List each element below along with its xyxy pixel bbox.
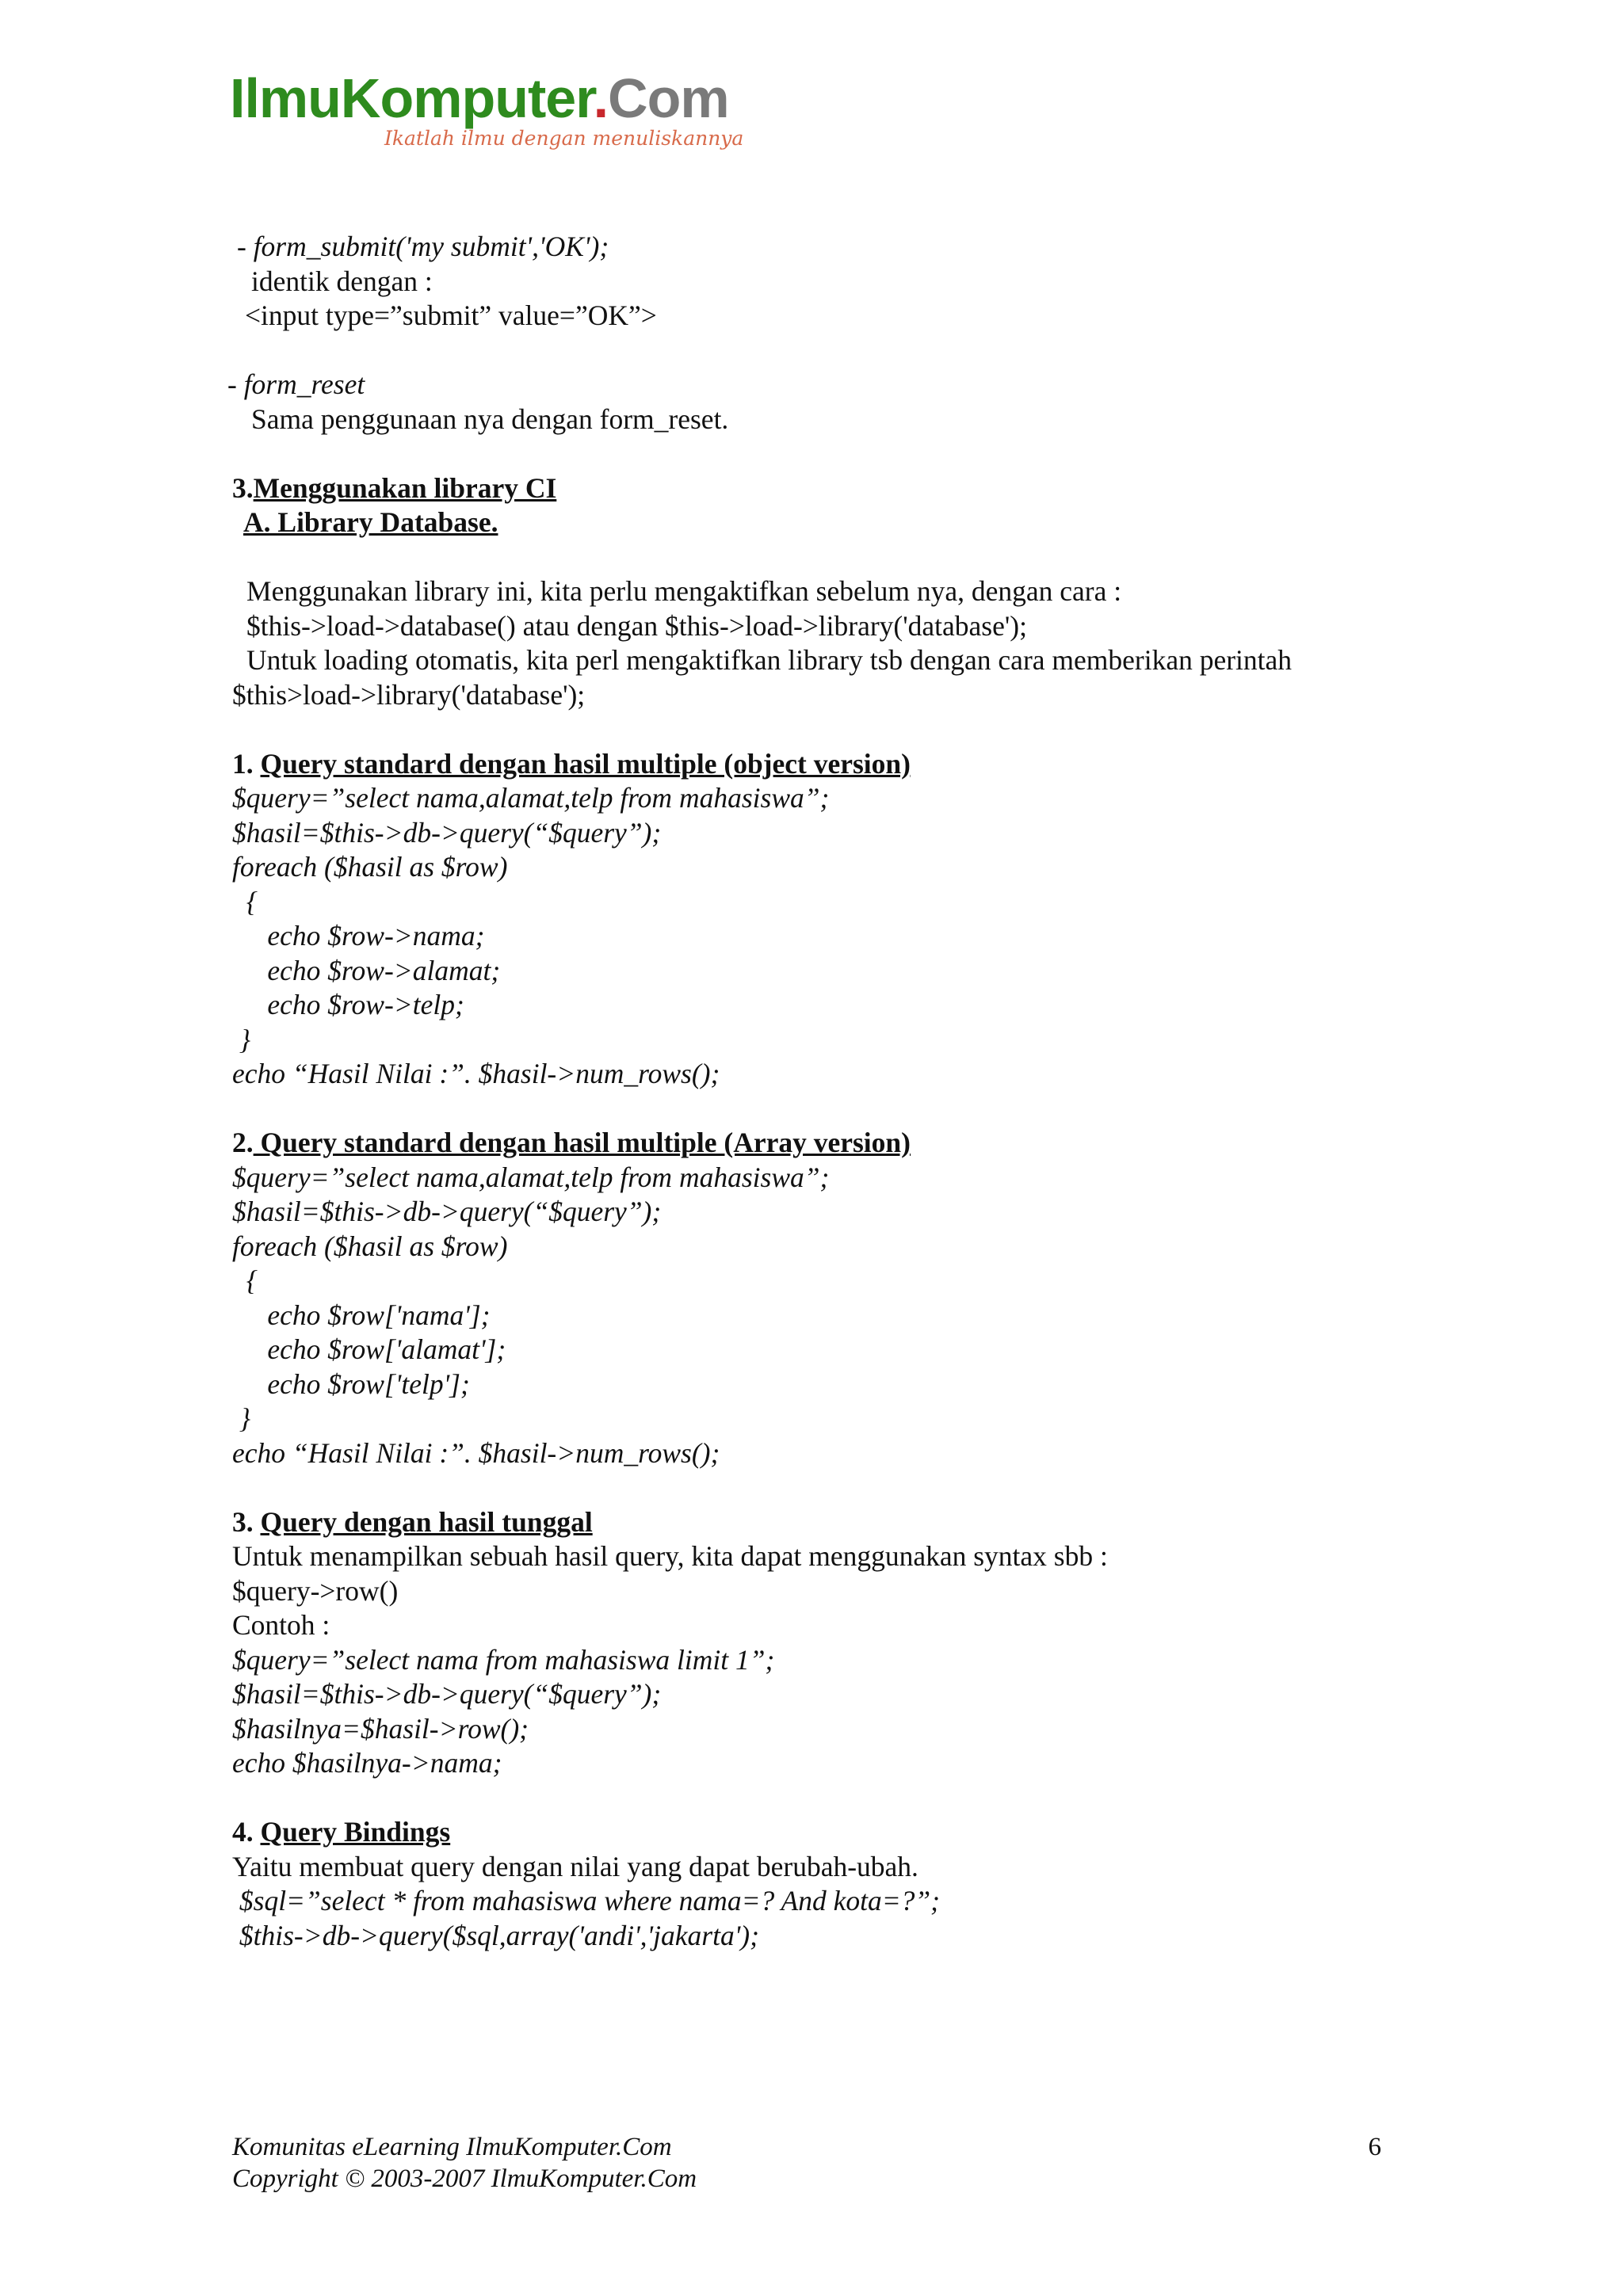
code-line: $hasil=$this->db->query(“$query”); (232, 1678, 662, 1710)
logo-text-suffix: Com (608, 67, 729, 129)
code-line: $this->db->query($sql,array('andi','jakarta'); (232, 1919, 759, 1951)
query-3-heading (232, 1505, 1405, 1540)
code-line: { (232, 885, 258, 917)
code-line: $query=”select nama from mahasiswa limit 1”; (232, 1643, 775, 1676)
code-line: echo $row['telp']; (232, 1367, 470, 1400)
code-line: } (232, 1023, 251, 1055)
code-line: $query=”select nama,alamat,telp from mahasiswa”; (232, 1161, 830, 1193)
query-1-title: Query standard dengan hasil multiple (object version) (260, 747, 911, 780)
code-line: echo $hasilnya->nama; (232, 1747, 502, 1779)
query-1-heading (232, 747, 1405, 782)
logo-tagline: Ikatlah ilmu dengan menuliskannya (384, 127, 744, 150)
code-line: echo $row['nama']; (232, 1299, 491, 1331)
logo-text-primary: IlmuKomputer (230, 67, 594, 129)
code-line: $hasil=$this->db->query(“$query”); (232, 1196, 662, 1227)
query-1-number: 1. (232, 747, 261, 780)
code-line: { (232, 1264, 258, 1296)
document-body (227, 230, 1405, 1953)
site-logo (230, 67, 744, 154)
form-submit-html: <input type=”submit” value=”OK”> (245, 299, 657, 331)
page-footer (232, 2131, 1381, 2195)
code-line: echo $row->telp; (232, 989, 464, 1020)
footer-copyright: Copyright © 2003-2007 IlmuKomputer.Com (232, 2164, 697, 2193)
code-line: foreach ($hasil as $row) (232, 851, 508, 883)
intro-line-1: Menggunakan library ini, kita perlu mengaktifkan sebelum nya, dengan cara : (246, 575, 1122, 607)
code-line: echo $row->nama; (232, 920, 485, 952)
code-line: $query=”select nama,alamat,telp from mahasiswa”; (232, 782, 830, 814)
query-2-number: 2. (232, 1127, 254, 1158)
intro-line-4: $this>load->library('database'); (232, 678, 586, 711)
form-reset-heading: - form_reset (227, 368, 365, 400)
form-submit-heading: - form_submit('my submit','OK'); (237, 231, 609, 262)
code-line: foreach ($hasil as $row) (232, 1230, 508, 1262)
code-line: echo “Hasil Nilai :”. $hasil->num_rows(); (232, 1436, 720, 1469)
query-2-title: Query standard dengan hasil multiple (Array version) (253, 1127, 911, 1158)
query-4-heading (232, 1815, 1405, 1850)
intro-line-3: Untuk loading otomatis, kita perl mengaktifkan library tsb dengan cara memberikan perintah (246, 644, 1293, 676)
query-3-code (232, 1643, 1405, 1781)
query-2-heading (232, 1126, 1405, 1161)
code-line: $hasil=$this->db->query(“$query”); (232, 816, 662, 849)
query-2-code (232, 1161, 1405, 1471)
query-3-desc-1: Untuk menampilkan sebuah hasil query, kita dapat menggunakan syntax sbb : (232, 1540, 1108, 1572)
logo-text-dot: . (593, 67, 609, 129)
section-3-number: 3. (232, 471, 254, 504)
query-3-title: Query dengan hasil tunggal (260, 1505, 593, 1538)
query-3-desc-3: Contoh : (232, 1609, 330, 1641)
section-a-title: A. Library Database. (243, 506, 498, 538)
section-3-title: Menggunakan library CI (253, 471, 557, 504)
footer-community: Komunitas eLearning IlmuKomputer.Com (232, 2133, 672, 2161)
code-line: echo $row['alamat']; (232, 1333, 506, 1365)
code-line: $sql=”select * from mahasiswa where nama=? And kota=?”; (232, 1885, 940, 1917)
query-3-desc-2: $query->row() (232, 1574, 399, 1607)
query-1-code (232, 781, 1405, 1092)
query-3-number: 3. (232, 1505, 261, 1538)
section-3-heading (232, 471, 1405, 506)
code-line: $hasilnya=$hasil->row(); (232, 1712, 529, 1745)
code-line: echo “Hasil Nilai :”. $hasil->num_rows(); (232, 1058, 720, 1089)
form-submit-desc: identik dengan : (251, 265, 433, 297)
code-line: echo $row->alamat; (232, 954, 501, 986)
logo-wordmark (230, 67, 729, 130)
query-4-number: 4. (232, 1816, 261, 1848)
form-reset-desc: Sama penggunaan nya dengan form_reset. (251, 402, 729, 435)
section-a-heading (232, 505, 1405, 540)
intro-line-2: $this->load->database() atau dengan $this->load->library('database'); (246, 609, 1027, 642)
code-line: } (232, 1402, 251, 1434)
page-number: 6 (1368, 2133, 1381, 2161)
query-4-code (232, 1884, 1405, 1953)
query-4-title: Query Bindings (260, 1816, 451, 1848)
query-4-desc: Yaitu membuat query dengan nilai yang dapat berubah-ubah. (232, 1850, 918, 1882)
